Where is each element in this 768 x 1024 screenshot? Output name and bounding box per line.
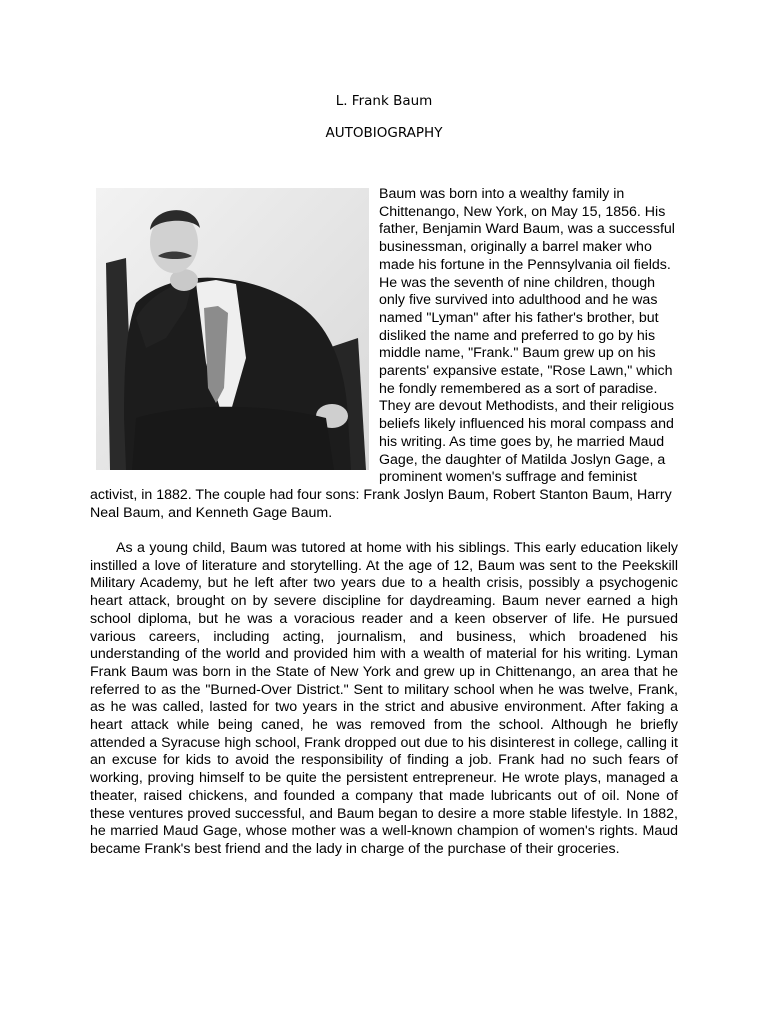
paragraph-2: As a young child, Baum was tutored at home with his siblings. This early education likely instilled a love of literature and storytelling. At the age of 12, Baum was sent to the Peekskill Military Academy, but he left after two years due to a health crisis, possibly a psychogenic heart attack, brought on by severe discipline for daydreaming. Baum never earned a high school diploma, but he was a voracious reader and a keen observer of life. He pursued various careers, including acting, journalism, and business, which broadened his understanding of the world and provided him with a wealth of material for his writing. Lyman Frank Baum was born in the State of New York and grew up in Chittenango, an area that he referred to as the "Burned-Over District." Sent to military school when he was twelve, Frank, as he was called, lasted for two years in the strict and abusive environment. After faking a heart attack while being caned, he was removed from the school. Although he briefly attended a Syracuse high school, Frank dropped out due to his disinterest in college, calling it an excuse for kids to avoid the responsibility of finding a job. Frank had no such fears of working, proving himself to be quite the persistent entrepreneur. He wrote plays, managed a theater, raised chickens, and founded a company that made lubricants out of oil. None of these ventures proved successful, and Baum began to desire a more stable lifestyle. In 1882, he married Maud Gage, whose mother was a well-known champion of women's rights. Maud became Frank's best friend and the lady in charge of the purchase of their groceries. [90,540,678,857]
portrait-illustration [96,188,369,470]
author-heading: L. Frank Baum [335,93,433,109]
section-heading: AUTOBIOGRAPHY [325,125,443,141]
author-portrait-photo [96,188,369,470]
document-body [90,186,678,859]
paragraph-1: Baum was born into a wealthy family in Chittenango, New York, on May 15, 1856. His father, Benjamin Ward Baum, was a successful businessman, originally a barrel maker who made his fortune in the Pennsylvania oil fields. He was the seventh of nine children, though only five survived into adulthood and he was named "Lyman" after his father's brother, but disliked the name and preferred to go by his middle name, "Frank." Baum grew up on his parents' expansive estate, "Rose Lawn," which he fondly remembered as a sort of paradise. They are devout Methodists, and their religious beliefs likely influenced his moral compass and his writing. As time goes by, he married Maud Gage, the daughter of Matilda Joslyn Gage, a prominent women's suffrage and feminist activist, in 1882. The couple had four sons: Frank Joslyn Baum, Robert Stanton Baum, Harry Neal Baum, and Kenneth Gage Baum. [90,186,675,521]
